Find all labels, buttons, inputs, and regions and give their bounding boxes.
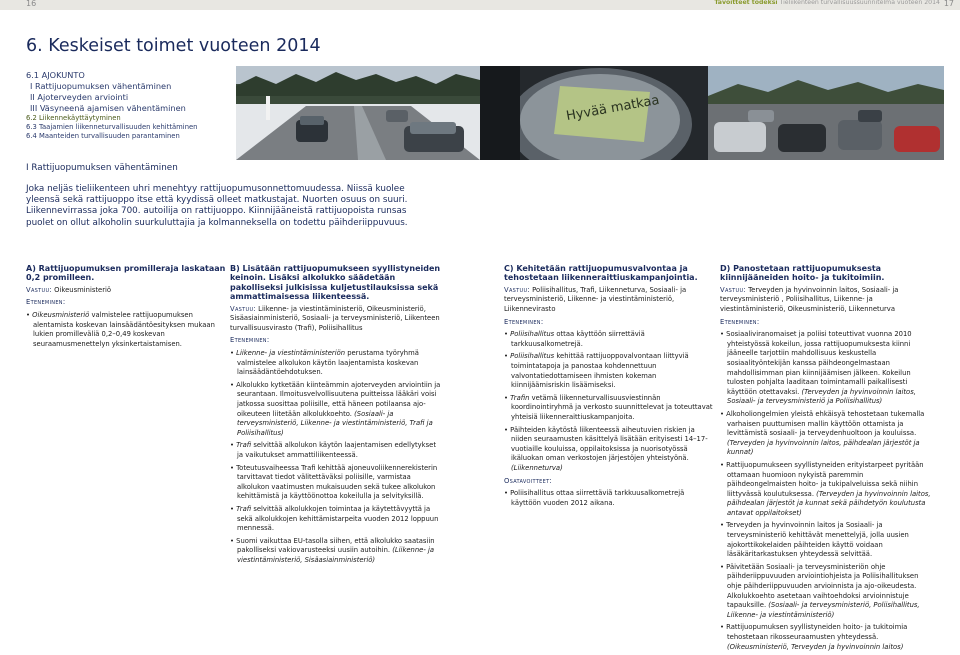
vastuu-text: Oikeusministeriö <box>52 285 112 294</box>
list-item <box>504 352 714 390</box>
list-item <box>720 623 934 652</box>
bullet-italic: (Sosiaali- ja terveysministeriö, Liikenne- ja viestintäministeriö, Trafi ja Poliisihallitus) <box>237 409 433 437</box>
chapter-contents <box>26 70 236 141</box>
measure-d-column <box>720 264 934 655</box>
eteneminen-label: Eteneminen: <box>504 317 544 326</box>
page-number-left: 16 <box>26 0 37 8</box>
bullet-text: perustama työryhmä valmistelee alkolukon käytön laajentamista koskevan lainsäädäntöehdotuksen. <box>237 349 419 377</box>
photo-alcolock <box>480 66 708 160</box>
vastuu-label: Vastuu: <box>26 285 53 294</box>
page-number-right: 17 <box>943 0 954 8</box>
running-title-bold: Tavoitteet todeksi <box>714 0 778 6</box>
list-item <box>720 330 934 407</box>
list-item <box>230 381 444 439</box>
bullet-italic: (Liikenneturva) <box>511 463 563 472</box>
measure-b-title: B) Lisätään rattijuopumukseen syyllistyneiden keinoin. Lisäksi alkolukko säädetään pakolliseksi julkisissa kuljetustilauksissa sekä ammattimaisessa liikenteessä. <box>230 264 441 302</box>
list-item <box>230 505 444 534</box>
bullet-italic: Poliisihallitus <box>510 352 555 361</box>
bullet-text: valmistelee rattijuopumuksen alentamista koskevan lainsäädäntöesityksen mukaan lukien promilleväliä 0,2–0,49 koskevan seuraamusmenettelyn yksinkertaistamisen. <box>33 311 215 348</box>
bullet-italic: Liikenne- ja viestintäministeriön <box>236 349 346 357</box>
bullet-italic: Poliisihallitus <box>510 330 555 339</box>
alcolock-display-text: Hyvää matkaa <box>565 92 661 125</box>
bullet-italic: (Terveyden ja hyvinvoinnin laitos, Sosiaali- ja terveysministeriö ja Poliisihallitus) <box>727 387 916 406</box>
measure-a-title: A) Rattijuopumuksen promilleraja laskataan 0,2 promilleen. <box>26 264 226 283</box>
bullet-text: selvittää alkolukon käytön laajentamisen edellytykset ja vaikutukset ammattiliikenteessä. <box>237 441 436 459</box>
measure-d-responsible <box>720 286 934 315</box>
bullet-text: Päihteiden käytöstä liikenteessä aiheutuvien riskien ja niiden seuraamusten käsittelyä lisätään erityisesti 14–17-vuotiaille kouluissa, oppilaitoksissa ja nuorisotyössä ikäluokan oman verkostojen järjestöjen yhteistyönä. <box>510 425 708 463</box>
list-item <box>504 394 714 423</box>
list-item <box>230 349 444 378</box>
measure-b-list <box>230 349 444 565</box>
intro-paragraph <box>26 184 616 229</box>
bullet-italic: Trafi <box>236 504 252 513</box>
photo-winter-road-image <box>236 66 480 160</box>
measure-d-list <box>720 330 934 652</box>
section-heading: I Rattijuopumuksen vähentäminen <box>26 163 178 173</box>
toc-item: 6.3 Taajamien liikenneturvallisuuden kehittäminen <box>26 123 198 131</box>
page-title: 6. Keskeiset toimet vuoteen 2014 <box>26 36 321 56</box>
measure-a-column <box>26 264 226 352</box>
list-item <box>720 410 934 458</box>
eteneminen-label: Eteneminen: <box>720 317 760 326</box>
eteneminen-label: Eteneminen: <box>26 298 66 307</box>
vastuu-label: Vastuu: <box>720 285 747 294</box>
vastuu-text: Terveyden ja hyvinvoinnin laitos, Sosiaali- ja terveysministeriö , Poliisihallitus, Liikenne- ja viestintäministeriö, Oikeusministeriö, Liikenneturva <box>720 285 899 313</box>
list-item <box>26 311 226 349</box>
vastuu-label: Vastuu: <box>230 304 257 313</box>
eteneminen-label: Eteneminen: <box>230 336 270 345</box>
list-item <box>230 537 444 566</box>
bullet-italic: Trafi <box>236 441 252 450</box>
running-title <box>714 0 940 6</box>
osatavoitteet-label: Osatavoitteet: <box>504 476 553 485</box>
measure-c-targets <box>504 489 714 508</box>
bullet-text: selvittää alkolukkojen toimintaa ja käytettävyyttä ja sekä alkolukkojen kehittämistarpeita vuoden 2012 loppuun mennessä. <box>237 504 439 533</box>
intro-line: Liikennevirrassa joka 700. autoilija on rattijuoppo. Kiinnijääneistä rattijuopoista runsas <box>26 206 407 217</box>
intro-line: puolet on ollut alkoholin suurkuluttajia ja kolmanneksella on todettu päihderiippuvuus. <box>26 217 408 228</box>
photo-alcolock-image <box>480 66 708 160</box>
measure-c-column <box>504 264 714 511</box>
list-item <box>504 489 714 508</box>
bullet-italic: (Terveyden ja hyvinvoinnin laitos, päihdealan järjestöt ja kunnat sekä päihdetyön koulutusta antavat oppilaitokset) <box>727 489 931 517</box>
bullet-text: ottaa käyttöön siirrettäviä tarkkuusalkometrejä. <box>511 330 645 348</box>
list-item <box>720 521 934 559</box>
list-item <box>230 464 444 502</box>
measure-b-column <box>230 264 444 568</box>
toc-item: 6.4 Maanteiden turvallisuuden parantaminen <box>26 132 180 140</box>
bullet-italic: Oikeusministeriö <box>32 311 90 319</box>
bullet-text: Rattijuopumuksen syyllistyneiden hoito- ja tukitoimia tehostetaan rikosseuraamusten yhteydessä. <box>726 623 908 641</box>
toc-item: I Rattijuopumuksen vähentäminen <box>30 81 172 91</box>
bullet-text: Poliisihallitus ottaa siirrettäviä tarkkuusalkometrejä käyttöön vuoden 2012 aikana. <box>510 489 685 507</box>
measure-a-responsible <box>26 286 226 296</box>
bullet-italic: (Liikenne- ja viestintäministeriö, Sisäasiainministeriö) <box>237 546 435 564</box>
bullet-text: Päivitetään Sosiaali- ja terveysministeriön ohje päihderiippuvuuden arviointiohjeista ja Poliisihallituksen ohje päihderiippuvuuden arvioinnista ja ajo-oikeudesta. Alkolukkoehto asetetaan vaihtoehdoksi arvioinnistuje tapauksille. <box>726 562 919 610</box>
photo-highway-traffic-image <box>708 66 944 160</box>
measure-c-responsible <box>504 286 714 315</box>
measure-b-responsible <box>230 305 444 334</box>
list-item <box>504 426 714 474</box>
bullet-italic: (Terveyden ja hyvinvoinnin laitos, päihdealan järjestöt ja kunnat) <box>727 438 920 457</box>
bullet-text: Rattijuopumukseen syyllistyneiden erityistarpeet pyritään ottamaan huomioon nykyistä paremmin päihdeongelmaisten hoito- ja tukipalveluissa sekä niihin liittyvässä koulutuksessa. <box>726 460 924 498</box>
measure-d-title: D) Panostetaan rattijuopumuksesta kiinnijääneiden hoito- ja tukitoimiin. <box>720 264 885 283</box>
running-header-bar <box>0 0 960 10</box>
photo-highway-traffic <box>708 66 944 160</box>
bullet-italic: (Oikeusministeriö, Terveyden ja hyvinvoinnin laitos) <box>727 642 904 651</box>
list-item <box>504 330 714 349</box>
list-item <box>720 461 934 519</box>
list-item <box>230 441 444 460</box>
measure-c-list <box>504 330 714 473</box>
bullet-text: Alkolukko kytketään kiinteämmin ajoterveyden arviointiin ja seurantaan. Ilmoitusvelvollisuutena puitteissa lääkäri voisi jatkossa suosittaa poliisille, että häneen potilaansa ajo-oikeuteen liitetään alkolukkoehto. <box>236 380 441 418</box>
bullet-italic: Trafin <box>510 393 530 402</box>
bullet-text: Terveyden ja hyvinvoinnin laitos ja Sosiaali- ja terveysministeriö kehittävät menettelyjä, jolla uusien ajokorttikokelaiden päihteiden käyttö voidaan läsäkäritarkastuksen yhteydessä selvittää. <box>726 521 909 559</box>
bullet-text: Alkoholiongelmien yleistä ehkäisyä tehostetaan tukemalla varhaisen puuttumisen mallin käyttöön ottamista ja levittämistä sosiaali- ja terveydenhuoltoon ja kouluissa. <box>726 409 925 438</box>
vastuu-label: Vastuu: <box>504 285 531 294</box>
toc-item: III Väsyneenä ajamisen vähentäminen <box>30 103 186 113</box>
intro-line: Joka neljäs tieliikenteen uhri menehtyy rattijuopumusonnettomuudessa. Niissä kuolee <box>26 184 405 194</box>
bullet-italic: (Sosiaali- ja terveysministeriö, Poliisihallitus, Liikenne- ja viestintäministeriö) <box>727 601 920 619</box>
bullet-text: Suomi vaikuttaa EU-tasolla siihen, että alkolukko saatasiin pakolliseksi vakiovarusteeksi uusiin autoihin. <box>236 536 435 555</box>
photo-winter-road <box>236 66 480 160</box>
bullet-text: kehittää rattijuoppovalvontaan liittyviä toimintatapoja ja panostaa kohdennettuun valvontatiedottamiseen ihmisten kokeman kiinnijäämisriskin lisäämiseksi. <box>511 352 689 390</box>
toc-item: 6.1 AJOKUNTO <box>26 70 85 80</box>
list-item <box>720 563 934 621</box>
intro-line: yleensä sekä rattijuoppo itse että kyydissä olleet matkustajat. Nuorten osuus on suuri. <box>26 195 408 206</box>
vastuu-text: Poliisihallitus, Trafi, Liikenneturva, Sosiaali- ja terveysministeriö, Liikenne- ja viestintäministeriö, Liikennevirasto <box>504 285 687 313</box>
measure-a-list <box>26 311 226 349</box>
bullet-text: Toteutusvaiheessa Trafi kehittää ajoneuvoliikennerekisterin tarvittavat tiedot välitettäväksi poliisille, varmistaa alkolukon vaatimusten mukaisuuden sekä tukee alkolukon kehittämistä ja käyttöönottoa kokeilulla ja selvityksillä. <box>236 463 438 501</box>
toc-item: 6.2 Liikennekäyttäytyminen <box>26 114 121 122</box>
vastuu-text: Liikenne- ja viestintäministeriö, Oikeusministeriö, Sisäasiainministeriö, Sosiaali- ja terveysministeriö, Liikenteen turvallisuusvirasto (Trafi), Poliisihallitus <box>230 304 440 332</box>
measure-c-title: C) Kehitetään rattijuopumusvalvontaa ja tehostetaan liikenneraittiuskampanjointia. <box>504 264 698 283</box>
toc-item: II Ajoterveyden arviointi <box>30 92 129 102</box>
running-title-rest: Tieliikenteen turvallisuussuunnitelma vuoteen 2014 <box>779 0 940 6</box>
bullet-text: Sosiaaliviranomaiset ja poliisi toteuttivat vuonna 2010 yhteistyössä kokeilun, jossa rattijuopumuksesta kiinni jääneelle tarjottiin mahdollisuus keskustella sosiaalityöntekijän kanssa päihdeongelmastaan mahdollisimman pian kiinnijäämisen jälkeen. Kokeilun tulosten pohjalta laaditaan toimintamalli paikallisesti käyttöön otettavaksi. <box>726 330 912 396</box>
bullet-text: vetämä liikenneturvallisuusviestinnän koordinointiryhmä ja verkosto suunnittelevat ja toteuttavat yhteisiä liikenneraittiuskampanjoita. <box>511 393 713 421</box>
